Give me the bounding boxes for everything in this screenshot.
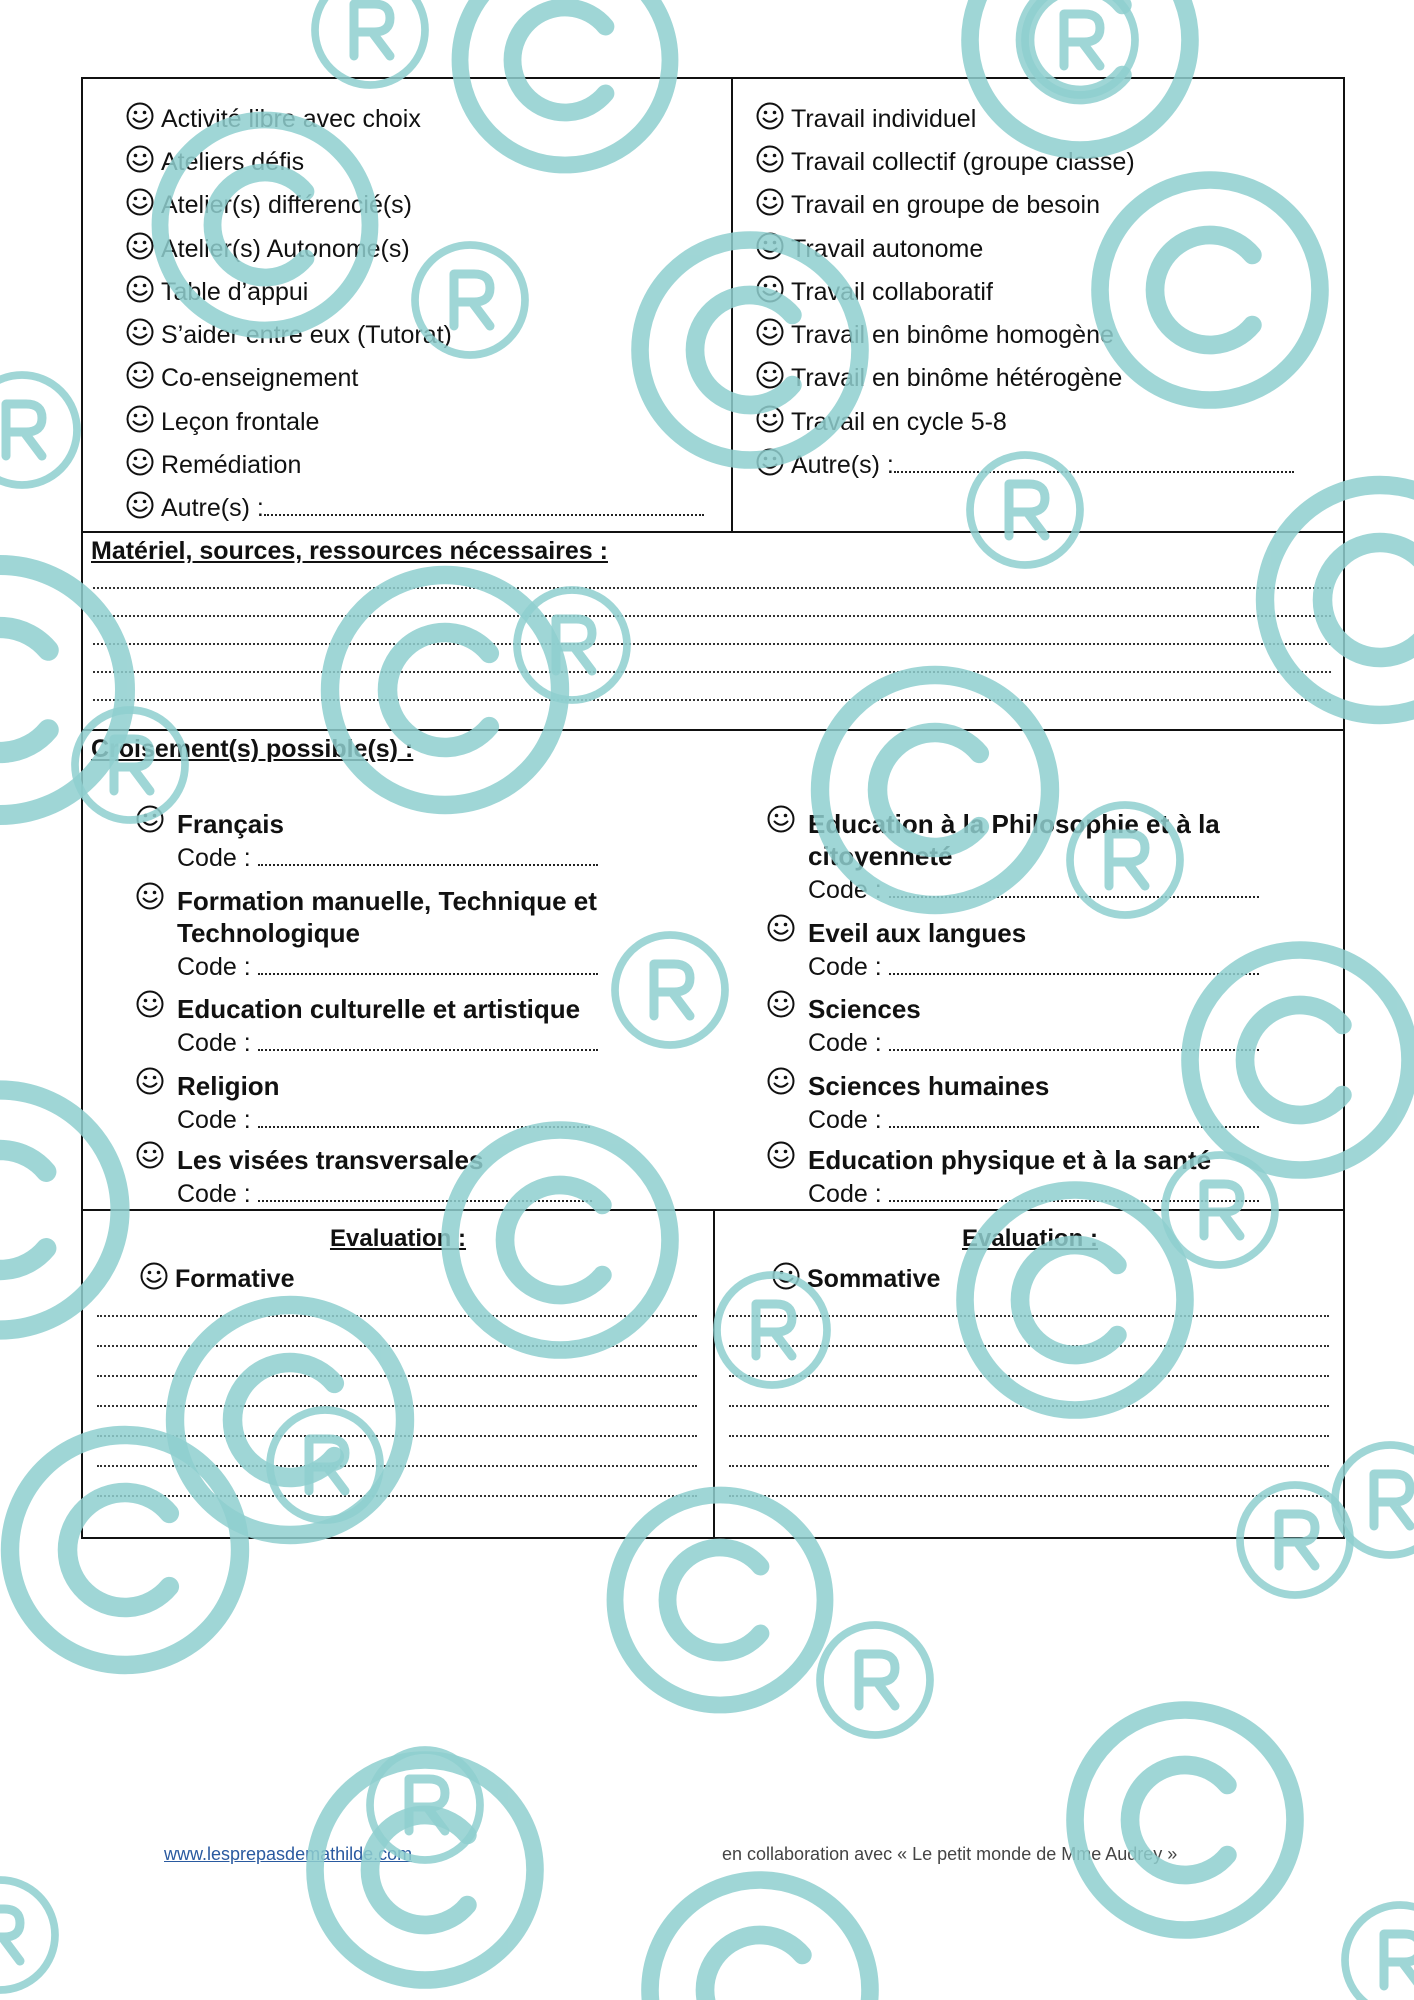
smiley-icon xyxy=(125,187,155,217)
smiley-icon xyxy=(135,1066,165,1096)
org-right-label: Travail individuel xyxy=(791,105,977,133)
code-label: Code : xyxy=(808,953,882,981)
smiley-icon xyxy=(125,274,155,304)
smiley-icon xyxy=(135,1140,165,1170)
fill-in-dots[interactable] xyxy=(264,492,704,516)
org-left-item xyxy=(125,274,308,307)
smiley-icon xyxy=(755,274,785,304)
evaluation-sommative xyxy=(771,1261,940,1294)
subject-code xyxy=(808,1027,1259,1058)
organisation-divider xyxy=(731,79,733,533)
org-right-item xyxy=(755,274,993,307)
code-label: Code : xyxy=(177,953,251,981)
evaluation-line[interactable] xyxy=(97,1405,697,1407)
org-left-label: Ateliers défis xyxy=(161,148,305,176)
org-left-label: Autre(s) : xyxy=(161,494,264,522)
smiley-icon xyxy=(125,404,155,434)
org-right-item xyxy=(755,317,1114,350)
org-right-label: Travail en groupe de besoin xyxy=(791,191,1100,219)
subject-religion: Religion xyxy=(177,1071,280,1101)
org-left-item xyxy=(125,231,410,264)
subject-code xyxy=(808,1178,1259,1209)
evaluation-line[interactable] xyxy=(729,1345,1329,1347)
smiley-icon xyxy=(125,231,155,261)
smiley-icon xyxy=(755,404,785,434)
org-left-item xyxy=(125,101,421,134)
code-label: Code : xyxy=(177,1029,251,1057)
copyright-icon xyxy=(315,1760,535,1980)
org-right-item xyxy=(755,360,1122,393)
evaluation-line[interactable] xyxy=(97,1435,697,1437)
subject-sciences: Sciences xyxy=(808,994,921,1024)
code-field[interactable] xyxy=(258,1027,598,1051)
org-left-item xyxy=(125,144,304,177)
materiel-title: Matériel, sources, ressources nécessaires : xyxy=(91,537,608,565)
subject-philosophie: Education à la Philosophie et à la citoyenneté xyxy=(808,809,1220,871)
org-right-label: Travail en binôme hétérogène xyxy=(791,364,1123,392)
smiley-icon xyxy=(766,1140,796,1170)
org-right-label: Travail collaboratif xyxy=(791,278,993,306)
subject-langues: Eveil aux langues xyxy=(808,918,1027,948)
evaluation-left-title: Evaluation : xyxy=(329,1225,467,1252)
smiley-icon xyxy=(125,360,155,390)
registered-icon xyxy=(315,0,425,85)
smiley-icon xyxy=(766,913,796,943)
copyright-icon xyxy=(1075,1710,1295,1930)
code-field[interactable] xyxy=(258,951,598,975)
registered-icon xyxy=(820,1625,930,1735)
code-label: Code : xyxy=(808,1106,882,1134)
materiel-line[interactable] xyxy=(93,643,1331,645)
code-field[interactable] xyxy=(889,874,1259,898)
org-left-label: Atelier(s) Autonome(s) xyxy=(161,235,410,263)
subject-francais: Français xyxy=(177,809,284,839)
org-left-label: S’aider entre eux (Tutorat) xyxy=(161,321,452,349)
subject-code xyxy=(177,951,598,982)
materiel-line[interactable] xyxy=(93,615,1331,617)
org-left-item xyxy=(125,447,301,480)
code-label: Code : xyxy=(808,876,882,904)
smiley-icon xyxy=(771,1261,801,1291)
code-field[interactable] xyxy=(889,1178,1259,1202)
org-left-label: Leçon frontale xyxy=(161,408,320,436)
code-field[interactable] xyxy=(258,1178,592,1202)
subject-code xyxy=(808,1104,1259,1135)
smiley-icon xyxy=(766,804,796,834)
registered-icon xyxy=(0,375,77,485)
org-right-item xyxy=(755,101,976,134)
org-left-label: Atelier(s) différencié(s) xyxy=(161,191,413,219)
code-label: Code : xyxy=(177,1180,251,1208)
evaluation-formative xyxy=(139,1261,294,1294)
materiel-line[interactable] xyxy=(93,671,1331,673)
evaluation-line[interactable] xyxy=(729,1375,1329,1377)
smiley-icon xyxy=(125,144,155,174)
registered-icon xyxy=(0,1880,55,1990)
org-left-item-other xyxy=(125,490,704,523)
org-right-item xyxy=(755,144,1135,177)
subject-visees: Les visées transversales xyxy=(177,1145,484,1175)
org-left-item xyxy=(125,404,319,437)
smiley-icon xyxy=(755,447,785,477)
org-left-item xyxy=(125,317,452,350)
code-label: Code : xyxy=(808,1029,882,1057)
evaluation-line[interactable] xyxy=(97,1345,697,1347)
org-right-item-other xyxy=(755,447,1294,480)
evaluation-line[interactable] xyxy=(729,1405,1329,1407)
smiley-icon xyxy=(755,317,785,347)
evaluation-line[interactable] xyxy=(729,1465,1329,1467)
org-left-label: Activité libre avec choix xyxy=(161,105,421,133)
org-left-item xyxy=(125,360,358,393)
code-field[interactable] xyxy=(889,951,1259,975)
evaluation-line[interactable] xyxy=(97,1465,697,1467)
subject-code xyxy=(808,874,1259,905)
divider-croisements xyxy=(83,729,1343,731)
evaluation-line[interactable] xyxy=(97,1375,697,1377)
footer-website-link[interactable]: www.lesprepasdemathilde.com xyxy=(164,1844,413,1864)
evaluation-type-label: Sommative xyxy=(807,1265,941,1293)
subject-code xyxy=(177,1027,598,1058)
evaluation-line[interactable] xyxy=(729,1435,1329,1437)
smiley-icon xyxy=(125,490,155,520)
evaluation-line[interactable] xyxy=(729,1315,1329,1317)
code-field[interactable] xyxy=(258,1104,590,1128)
code-field[interactable] xyxy=(889,1027,1259,1051)
evaluation-type-label: Formative xyxy=(175,1265,295,1293)
org-right-item xyxy=(755,404,1007,437)
code-label: Code : xyxy=(177,1106,251,1134)
footer-collaboration: en collaboration avec « Le petit monde de Mme Audrey » xyxy=(722,1844,1178,1864)
croisements-title: Croisement(s) possible(s) : xyxy=(91,735,414,763)
subject-code xyxy=(177,1104,590,1135)
smiley-icon xyxy=(766,989,796,1019)
org-right-label: Travail en cycle 5-8 xyxy=(791,408,1007,436)
smiley-icon xyxy=(755,187,785,217)
smiley-icon xyxy=(755,144,785,174)
subject-code xyxy=(177,1178,592,1209)
smiley-icon xyxy=(135,804,165,834)
smiley-icon xyxy=(755,101,785,131)
org-left-label: Table d’appui xyxy=(161,278,309,306)
subject-sciences-humaines: Sciences humaines xyxy=(808,1071,1050,1101)
materiel-line[interactable] xyxy=(93,699,1331,701)
code-field[interactable] xyxy=(889,1104,1259,1128)
org-right-label: Travail en binôme homogène xyxy=(791,321,1114,349)
org-right-item xyxy=(755,231,983,264)
smiley-icon xyxy=(766,1066,796,1096)
smiley-icon xyxy=(125,447,155,477)
divider-materiel xyxy=(83,531,1343,533)
evaluation-line[interactable] xyxy=(97,1315,697,1317)
evaluation-divider xyxy=(713,1209,715,1539)
org-right-item xyxy=(755,187,1100,220)
subject-code xyxy=(177,842,598,873)
subject-eca: Education culturelle et artistique xyxy=(177,994,581,1024)
fill-in-dots[interactable] xyxy=(894,449,1294,473)
smiley-icon xyxy=(755,231,785,261)
smiley-icon xyxy=(125,101,155,131)
smiley-icon xyxy=(135,989,165,1019)
evaluation-right-title: Evaluation : xyxy=(961,1225,1099,1252)
evaluation-line[interactable] xyxy=(729,1495,1329,1497)
org-left-label: Co-enseignement xyxy=(161,364,359,392)
smiley-icon xyxy=(755,360,785,390)
smiley-icon xyxy=(139,1261,169,1291)
copyright-icon xyxy=(650,1880,870,2000)
smiley-icon xyxy=(125,317,155,347)
lesson-form xyxy=(81,77,1345,1539)
org-left-label: Remédiation xyxy=(161,451,302,479)
registered-icon xyxy=(1345,1905,1414,2000)
evaluation-line[interactable] xyxy=(97,1495,697,1497)
code-field[interactable] xyxy=(258,842,598,866)
code-label: Code : xyxy=(177,844,251,872)
subject-fmtt: Formation manuelle, Technique et Technologique xyxy=(177,886,597,948)
code-label: Code : xyxy=(808,1180,882,1208)
org-right-label: Travail autonome xyxy=(791,235,984,263)
subject-code xyxy=(808,951,1259,982)
materiel-line[interactable] xyxy=(93,587,1331,589)
org-left-item xyxy=(125,187,412,220)
org-right-label: Autre(s) : xyxy=(791,451,894,479)
registered-icon xyxy=(1335,1445,1414,1555)
subject-eps: Education physique et à la santé xyxy=(808,1145,1212,1175)
org-right-label: Travail collectif (groupe classe) xyxy=(791,148,1135,176)
smiley-icon xyxy=(135,881,165,911)
